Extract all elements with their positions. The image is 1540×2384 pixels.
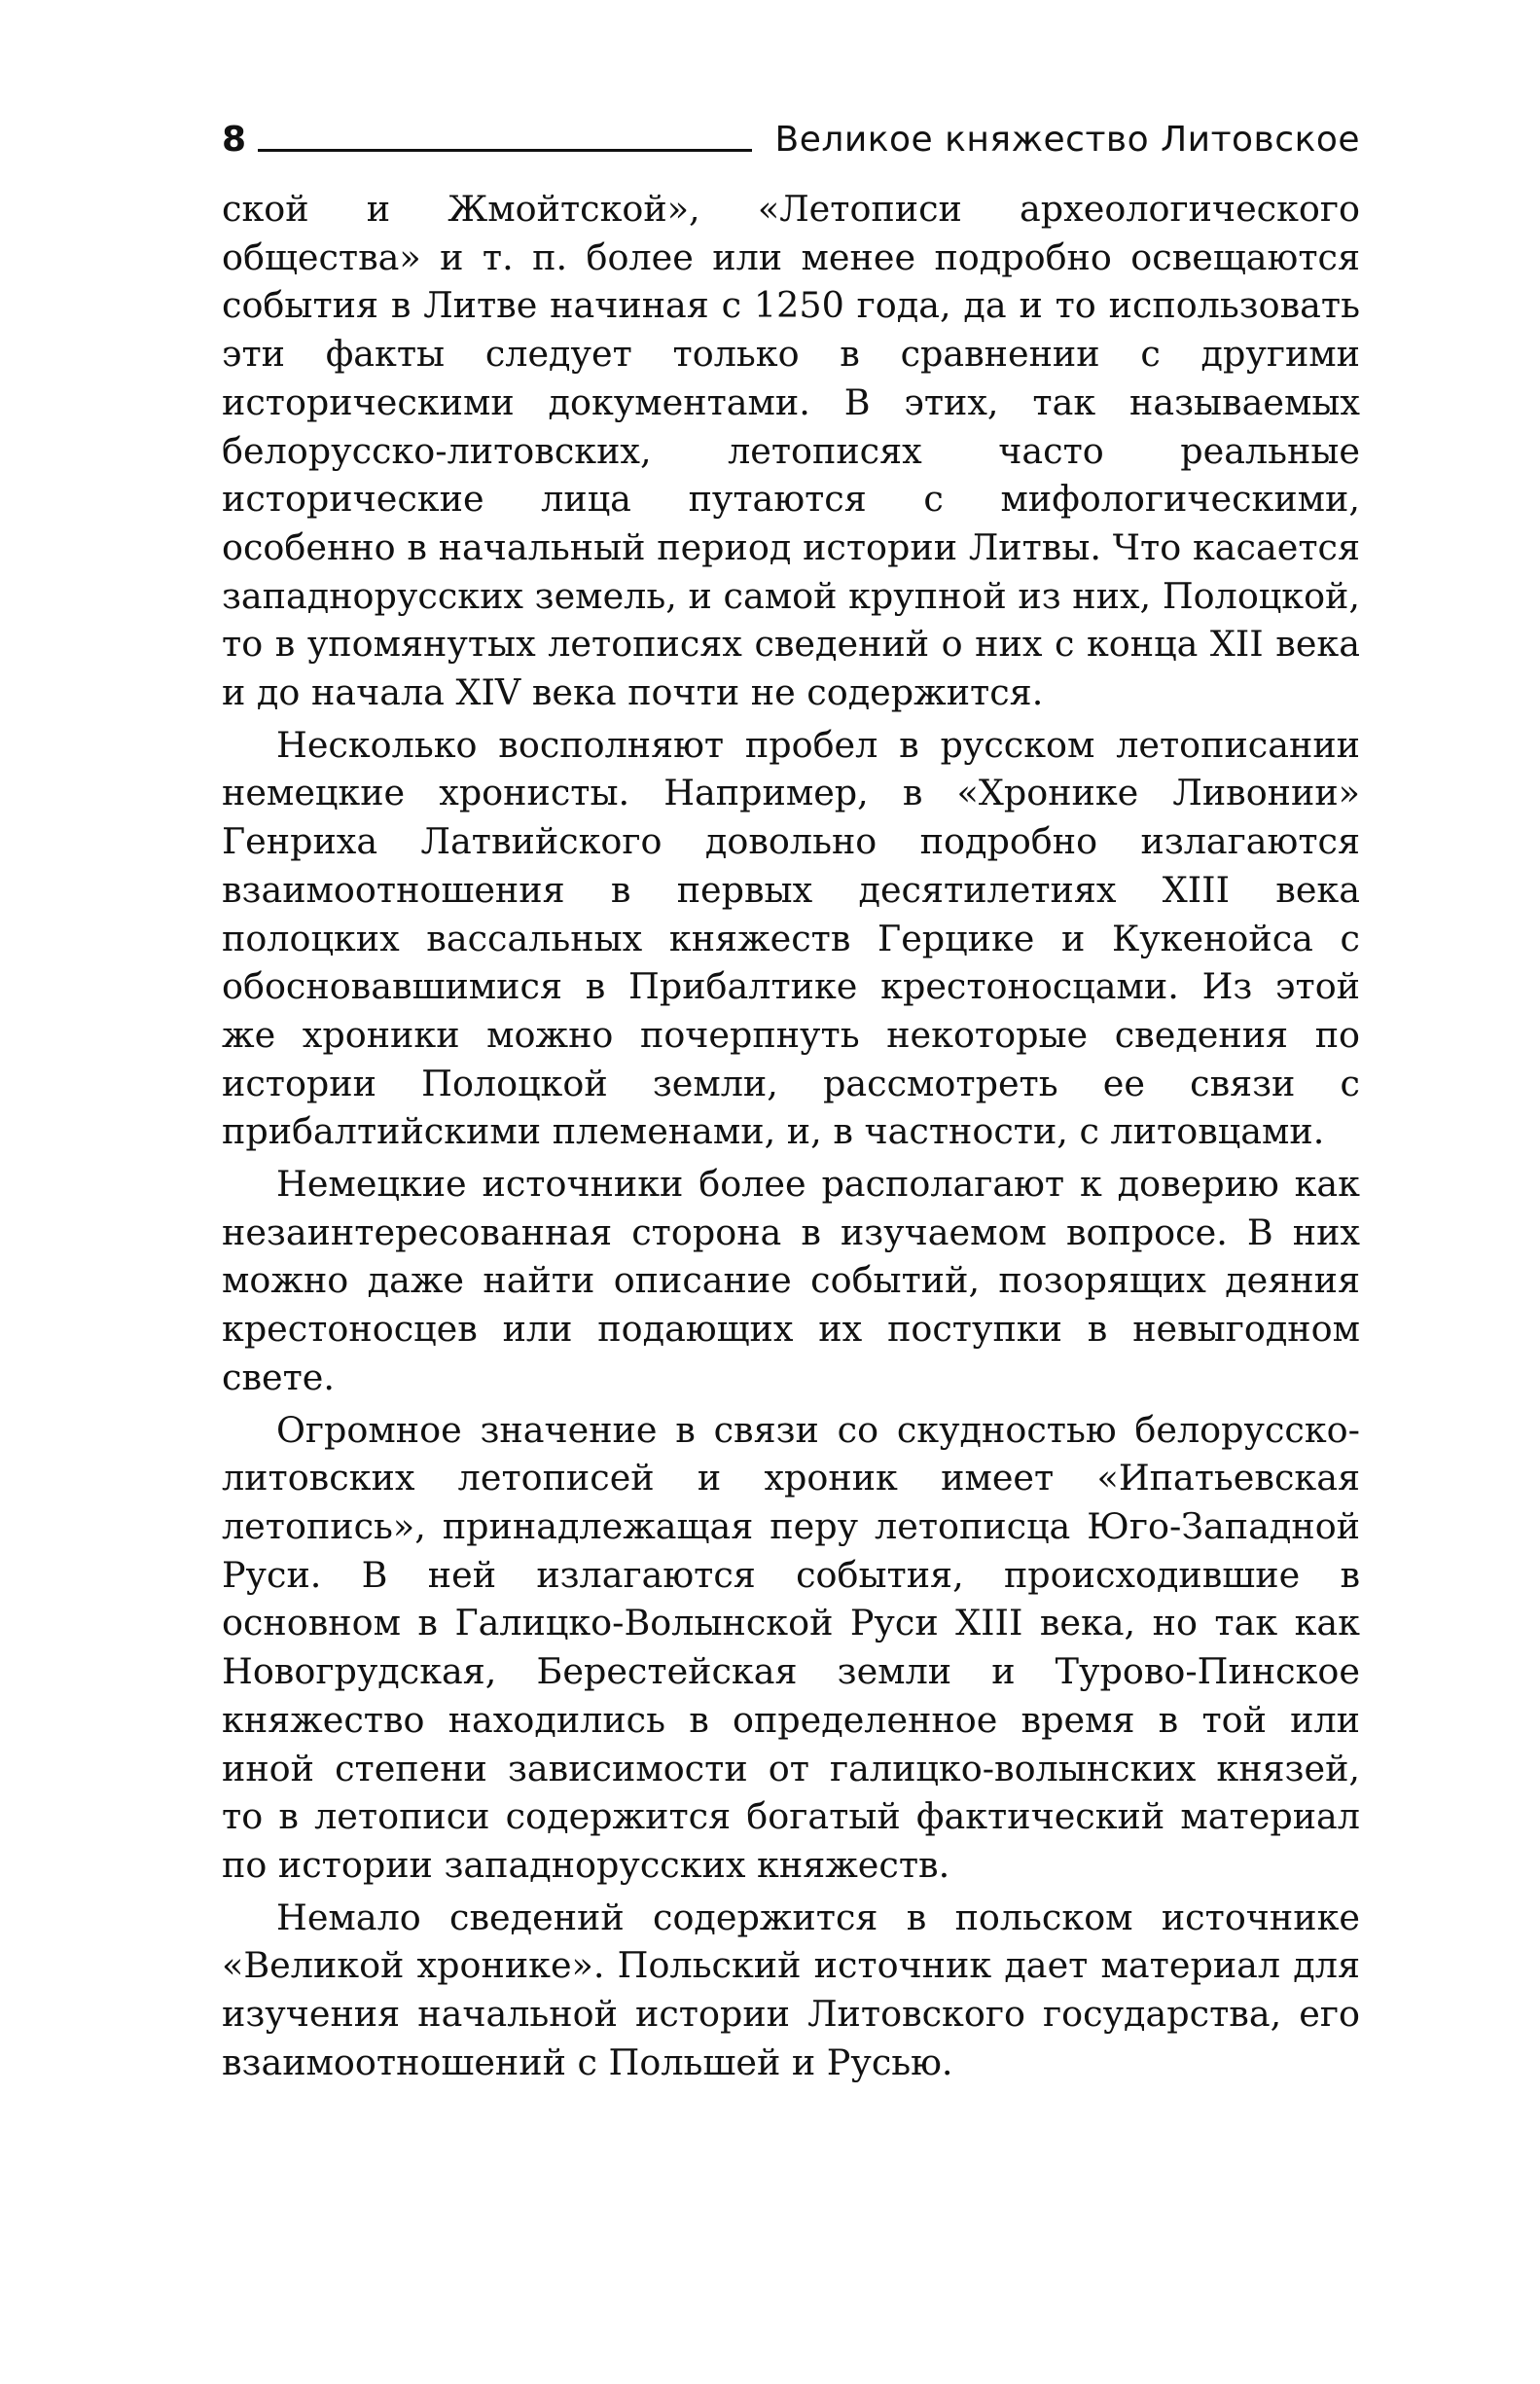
running-title: Великое княжество Литовское: [774, 120, 1360, 160]
paragraph-4: Огромное значение в связи со скудностью белорусско-литовских летописей и хроник имеет «Ипатьевская летопись», принадлежащая перу летописца Юго-Западной Руси. В ней излагаются события, происходившие в основном в Галицко-Волынской Руси XIII века, но так как Новогрудская, Берестейская земли и Турово-Пинское княжество находились в определенное время в той или иной степени зависимости от галицко-волынских князей, то в летописи содержится богатый фактический материал по истории западнорусских княжеств.: [222, 1408, 1360, 1886]
paragraph-5: Немало сведений содержится в польском источнике «Великой хронике». Польский источник дает материал для изучения начальной истории Литовского государства, его взаимоотношений с Польшей и Русью.: [222, 1896, 1360, 2083]
paragraph-2: Несколько восполняют пробел в русском летописании немецкие хронисты. Например, в «Хронике Ливонии» Генриха Латвийского довольно подробно излагаются взаимоотношения в первых десятилетиях XIII века полоцких вассальных княжеств Герцике и Кукенойса с обосновавшимися в Прибалтике крестоносцами. Из этой же хроники можно почерпнуть некоторые сведения по истории Полоцкой земли, рассмотреть ее связи с прибалтийскими племенами, и, в частности, с литовцами.: [222, 723, 1360, 1153]
running-header: [222, 107, 1360, 158]
body-text: [222, 185, 1360, 2090]
paragraph-1: ской и Жмойтской», «Летописи археологического общества» и т. п. более или менее подробно освещаются события в Литве начиная с 1250 года, да и то использовать эти факты следует только в сравнении с другими историческими документами. В этих, так называемых белорусско-литовских, летописях часто реальные исторические лица путаются с мифологическими, особенно в начальный период истории Литвы. Что касается западнорусских земель, и самой крупной из них, Полоцкой, то в упомянутых летописях сведений о них с конца XII века и до начала XIV века почти не содержится.: [222, 188, 1360, 714]
page-number: 8: [222, 120, 247, 160]
header-rule: [258, 149, 751, 152]
paragraph-3: Немецкие источники более располагают к доверию как незаинтересованная сторона в изучаемом вопросе. В них можно даже найти описание событий, позорящих деяния крестоносцев или подающих их поступки в невыгодном свете.: [222, 1163, 1360, 1398]
